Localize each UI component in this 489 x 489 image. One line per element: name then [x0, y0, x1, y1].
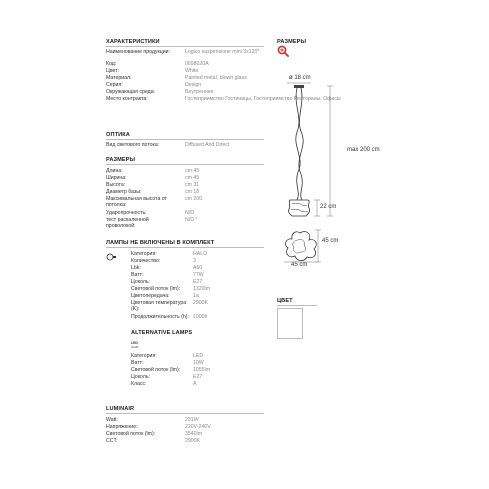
- divider: [277, 305, 317, 306]
- spec-label: Ватт:: [131, 360, 144, 366]
- spec-value: 2900K: [193, 300, 209, 306]
- spec-label: Цоколь:: [131, 279, 150, 285]
- spec-label: Максимальная высота от потолка:: [106, 196, 167, 208]
- spec-value: A: [193, 381, 197, 387]
- spec-value: 1000h: [193, 314, 208, 320]
- suspension-cable: [296, 88, 300, 200]
- alt-lamps-title: ALTERNATIVE LAMPS: [131, 330, 193, 336]
- dimension-base-diameter: ø 18 cm: [289, 75, 311, 81]
- spec-value: Painted metal, blown glass: [185, 75, 247, 81]
- svg-text:retrofit: retrofit: [131, 346, 139, 349]
- spec-value: N/D °: [185, 217, 198, 223]
- spec-value: 1055lm: [193, 367, 211, 373]
- spec-value: Внутреннее: [185, 89, 214, 95]
- spec-label: Категория:: [131, 353, 157, 359]
- spec-value: cm 18: [185, 189, 200, 195]
- color-title: ЦВЕТ: [277, 298, 293, 304]
- spec-value: E27: [193, 279, 203, 285]
- spec-label: Цвет:: [106, 68, 120, 74]
- spec-value: HALO: [193, 251, 208, 257]
- sizes-title: РАЗМЕРЫ: [106, 157, 136, 163]
- spec-label: Диаметр базы:: [106, 189, 142, 195]
- spec-label: Lbk:: [131, 265, 141, 271]
- spec-label: Ширина:: [106, 175, 127, 181]
- spec-label: Продолжительность (h):: [131, 314, 189, 320]
- spec-value: cm 45: [185, 168, 200, 174]
- spec-label: Категория:: [131, 251, 157, 257]
- spec-value: 0698020A: [185, 61, 209, 67]
- lamp-body-elevation: [288, 200, 309, 216]
- spec-label: Место контракта:: [106, 96, 148, 102]
- spec-label: Серия:: [106, 82, 123, 88]
- spec-value: Logico suspensione mini 3x120°: [185, 49, 260, 55]
- spec-label: CCT:: [106, 438, 118, 444]
- spec-value: 3: [193, 258, 196, 264]
- spec-value: 1a: [193, 293, 199, 299]
- spec-value: Diffused And Direct: [185, 142, 230, 148]
- spec-label: Вид светового потока:: [106, 142, 160, 148]
- spec-value: cm 200: [185, 196, 203, 202]
- spec-value: LED: [193, 353, 204, 359]
- spec-label: Наименование продукции:: [106, 49, 170, 55]
- spec-label: Цветопередача:: [131, 293, 170, 299]
- drawing-title: РАЗМЕРЫ: [277, 39, 307, 45]
- spec-label: Цветовая температура (K):: [131, 300, 187, 312]
- suspension-cable: [299, 88, 303, 200]
- spec-label: Длина:: [106, 168, 123, 174]
- spec-label: Высота:: [106, 182, 126, 188]
- spec-value: Design: [185, 82, 202, 88]
- spec-value: N/D: [185, 210, 194, 216]
- ceiling-canopy: [294, 85, 304, 88]
- spec-label: Световой поток (lm):: [131, 286, 181, 292]
- spec-label: Ватт:: [131, 272, 144, 278]
- dimension-plan-width: 45 cm: [291, 262, 308, 268]
- spec-label: Watt:: [106, 417, 118, 423]
- spec-label: тест раскаленной проволокой:: [106, 217, 149, 229]
- spec-label: Класс:: [131, 381, 147, 387]
- spec-value: A60: [193, 265, 203, 271]
- svg-text:LED: LED: [131, 341, 138, 345]
- optics-title: ОПТИКА: [106, 132, 130, 138]
- spec-value: E27: [193, 374, 203, 380]
- spec-label: Цоколь:: [131, 374, 150, 380]
- dimension-body-height: 22 cm: [320, 204, 337, 210]
- color-swatch-white[interactable]: [277, 308, 303, 339]
- spec-value: cm 31: [185, 182, 200, 188]
- spec-label: Ударопрочность:: [106, 210, 147, 216]
- spec-value: 77W: [193, 272, 204, 278]
- lamps-title: ЛАМПЫ НЕ ВКЛЮЧЕНЫ В КОМПЛЕКТ: [106, 240, 215, 246]
- luminair-title: LUMINAIR: [106, 406, 135, 412]
- spec-value: 10W: [193, 360, 204, 366]
- spec-label: Код:: [106, 61, 117, 67]
- spec-value: 231W: [185, 417, 199, 423]
- spec-value: 2900K: [185, 438, 201, 444]
- spec-value: 220V-240V: [185, 424, 211, 430]
- spec-label: Материал:: [106, 75, 132, 81]
- spec-label: Световой поток (lm):: [131, 367, 181, 373]
- spec-value: 3540lm: [185, 431, 203, 437]
- dimension-plan-depth: 45 cm: [322, 238, 339, 244]
- spec-value: cm 45: [185, 175, 200, 181]
- spec-label: Напряжение:: [106, 424, 138, 430]
- characteristics-title: ХАРАКТЕРИСТИКИ: [106, 39, 160, 45]
- spec-value: White: [185, 68, 199, 74]
- dimension-max-height: max 200 cm: [347, 147, 380, 153]
- spec-label: Окружающая среда:: [106, 89, 156, 95]
- spec-value: Гостеприимство Гостиницы, Гостеприимство Рестораны, Офисы: [185, 96, 341, 102]
- spec-label: Световой поток (lm):: [106, 431, 156, 437]
- lamp-plan-view: [285, 232, 316, 261]
- spec-value: 1320lm: [193, 286, 211, 292]
- spec-label: Количество:: [131, 258, 161, 264]
